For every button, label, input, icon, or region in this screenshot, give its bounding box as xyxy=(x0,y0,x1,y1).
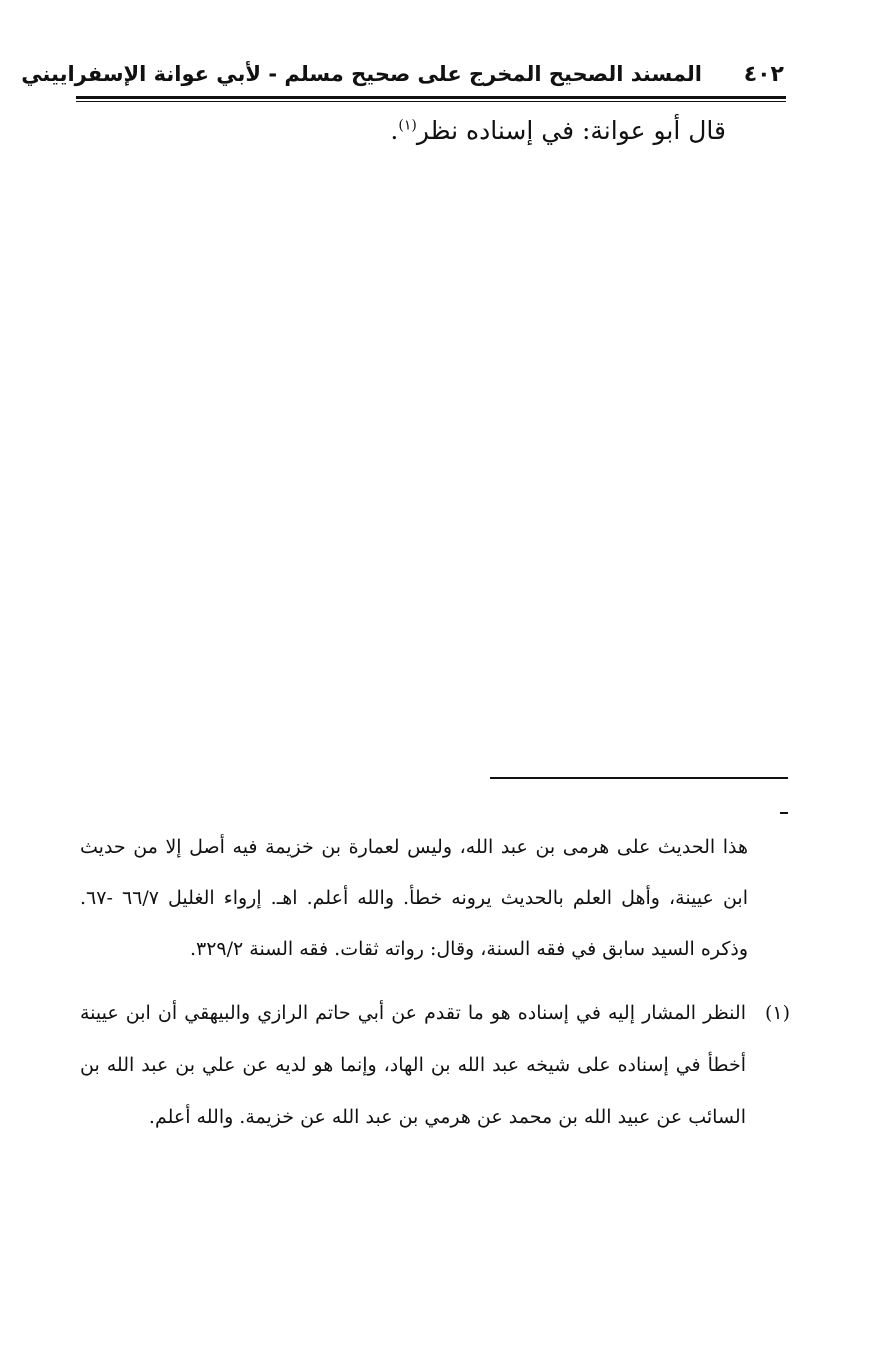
footnote-1 xyxy=(80,987,790,1143)
footnote-reference: (١) xyxy=(398,117,417,134)
page-number: ٤٠٢ xyxy=(743,62,784,87)
main-text-line xyxy=(390,116,726,145)
footnote-1-marker: (١) xyxy=(764,1002,790,1024)
footnote-continuation: هذا الحديث على هرمى بن عبد الله، وليس لعمارة بن خزيمة فيه أصل إلا من حديث ابن عيينة، وأهل العلم بالحديث يرونه خطأ. والله أعلم. اهـ. إرواء الغليل ٦٦/٧ -٦٧. وذكره السيد سابق في فقه السنة، وقال: رواته ثقات. فقه السنة ٣٢٩/٢. xyxy=(80,836,748,960)
main-text-end: . xyxy=(390,116,399,145)
page-header xyxy=(21,62,786,94)
continuation-mark xyxy=(780,812,788,814)
main-text: قال أبو عوانة: في إسناده نظر xyxy=(416,116,726,145)
running-title: المسند الصحيح المخرج على صحيح مسلم - لأبي عوانة الإسفراييني xyxy=(21,62,702,86)
header-rule-thick xyxy=(76,96,786,99)
header-rule-thin xyxy=(76,101,786,102)
footnote-separator xyxy=(490,777,788,779)
footnote-1-text: النظر المشار إليه في إسناده هو ما تقدم عن أبي حاتم الرازي والبيهقي أن ابن عيينة أخطأ في إسناده على شيخه عبد الله بن الهاد، وإنما هو لديه عن علي بن عبد الله بن السائب عن عبيد الله بن محمد عن هرمي بن عبد الله عن خزيمة. والله أعلم. xyxy=(80,1002,746,1128)
